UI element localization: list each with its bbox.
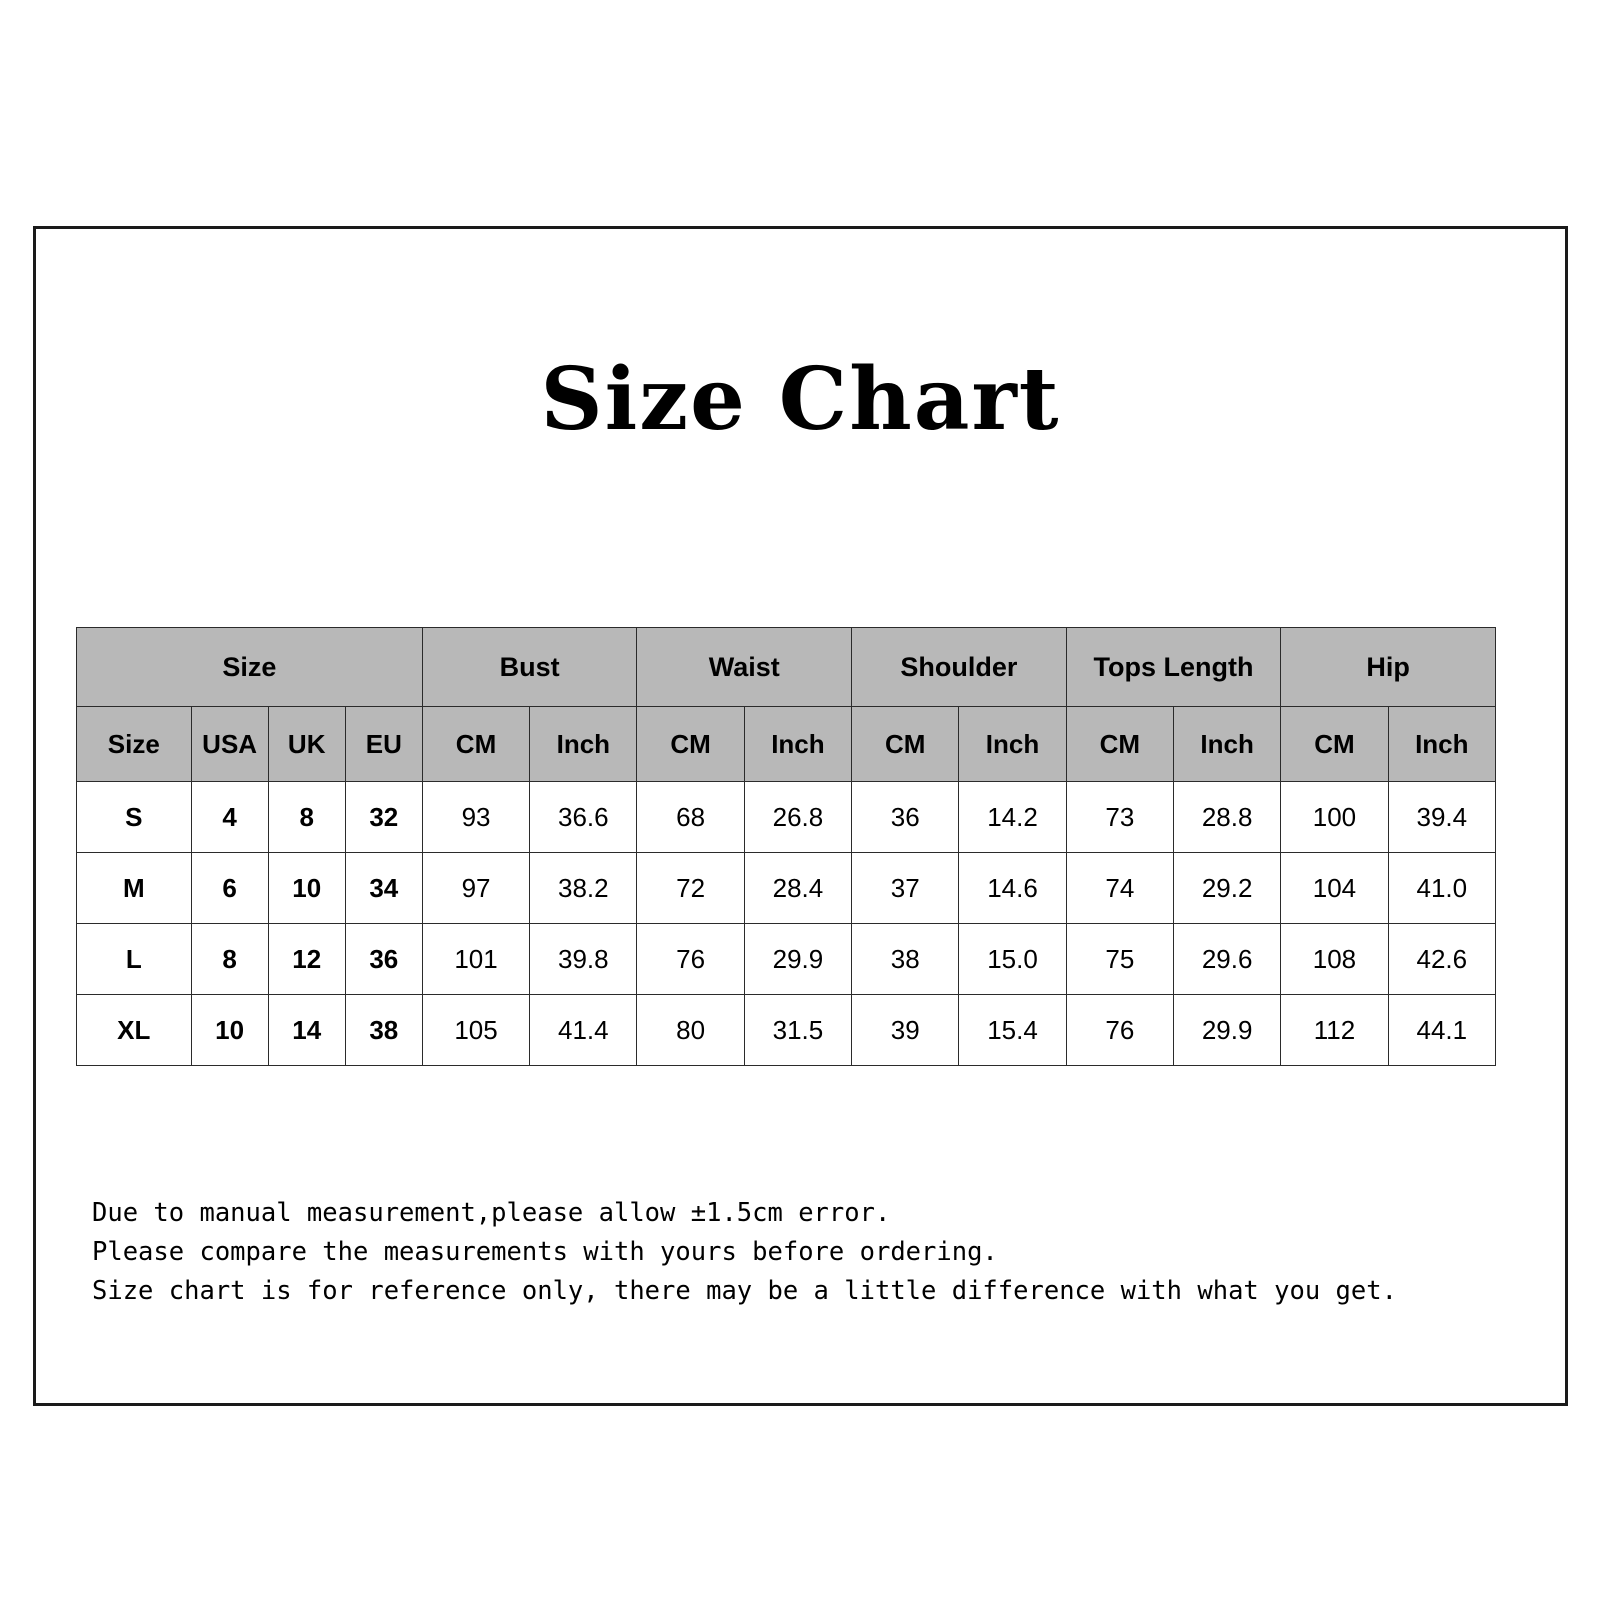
cell-uk: 12 (268, 924, 345, 995)
cell-tops-length-inch: 28.8 (1173, 782, 1280, 853)
cell-shoulder-cm: 39 (852, 995, 959, 1066)
cell-tops-length-cm: 74 (1066, 853, 1173, 924)
cell-bust-inch: 38.2 (530, 853, 637, 924)
cell-tops-length-cm: 73 (1066, 782, 1173, 853)
cell-bust-cm: 105 (422, 995, 529, 1066)
note-line-3: Size chart is for reference only, there may be a little difference with what you get. (92, 1276, 1397, 1306)
note-line-1: Due to manual measurement,please allow ±1.5cm error. (92, 1198, 891, 1228)
cell-uk: 14 (268, 995, 345, 1066)
cell-usa: 8 (191, 924, 268, 995)
sub-header-usa: USA (191, 707, 268, 782)
table-row (77, 853, 1496, 924)
cell-uk: 10 (268, 853, 345, 924)
cell-tops-length-cm: 76 (1066, 995, 1173, 1066)
cell-eu: 34 (345, 853, 422, 924)
cell-bust-cm: 97 (422, 853, 529, 924)
cell-waist-inch: 31.5 (744, 995, 851, 1066)
cell-size: XL (77, 995, 192, 1066)
group-header-waist: Waist (637, 628, 852, 707)
cell-hip-inch: 39.4 (1388, 782, 1495, 853)
group-header-hip: Hip (1281, 628, 1496, 707)
cell-shoulder-inch: 14.6 (959, 853, 1066, 924)
cell-bust-inch: 36.6 (530, 782, 637, 853)
cell-usa: 10 (191, 995, 268, 1066)
cell-hip-cm: 108 (1281, 924, 1388, 995)
cell-waist-cm: 76 (637, 924, 744, 995)
table-body (77, 782, 1496, 1066)
sub-header-hip-inch: Inch (1388, 707, 1495, 782)
cell-tops-length-inch: 29.2 (1173, 853, 1280, 924)
cell-eu: 36 (345, 924, 422, 995)
table-sub-header-row (77, 707, 1496, 782)
sub-header-bust-cm: CM (422, 707, 529, 782)
cell-waist-inch: 26.8 (744, 782, 851, 853)
cell-size: S (77, 782, 192, 853)
cell-bust-inch: 39.8 (530, 924, 637, 995)
cell-usa: 4 (191, 782, 268, 853)
disclaimer-notes (92, 1194, 1522, 1311)
cell-size: M (77, 853, 192, 924)
sub-header-uk: UK (268, 707, 345, 782)
cell-waist-cm: 68 (637, 782, 744, 853)
note-line-2: Please compare the measurements with yours before ordering. (92, 1237, 998, 1267)
table-row (77, 924, 1496, 995)
cell-tops-length-inch: 29.9 (1173, 995, 1280, 1066)
cell-tops-length-inch: 29.6 (1173, 924, 1280, 995)
cell-bust-cm: 101 (422, 924, 529, 995)
cell-waist-cm: 80 (637, 995, 744, 1066)
table-row (77, 782, 1496, 853)
chart-border-frame (33, 226, 1568, 1406)
sub-header-bust-inch: Inch (530, 707, 637, 782)
table-row (77, 995, 1496, 1066)
page-title: Size Chart (540, 349, 1061, 450)
sub-header-tops-length-inch: Inch (1173, 707, 1280, 782)
cell-hip-cm: 104 (1281, 853, 1388, 924)
size-chart-table (76, 627, 1496, 1066)
cell-hip-inch: 42.6 (1388, 924, 1495, 995)
table-header (77, 628, 1496, 782)
cell-shoulder-cm: 36 (852, 782, 959, 853)
sub-header-tops-length-cm: CM (1066, 707, 1173, 782)
cell-waist-cm: 72 (637, 853, 744, 924)
group-header-bust: Bust (422, 628, 637, 707)
group-header-shoulder: Shoulder (852, 628, 1067, 707)
cell-eu: 38 (345, 995, 422, 1066)
cell-usa: 6 (191, 853, 268, 924)
sub-header-shoulder-inch: Inch (959, 707, 1066, 782)
cell-shoulder-cm: 38 (852, 924, 959, 995)
cell-shoulder-cm: 37 (852, 853, 959, 924)
cell-shoulder-inch: 14.2 (959, 782, 1066, 853)
cell-bust-cm: 93 (422, 782, 529, 853)
sub-header-waist-inch: Inch (744, 707, 851, 782)
sub-header-shoulder-cm: CM (852, 707, 959, 782)
cell-hip-inch: 41.0 (1388, 853, 1495, 924)
sub-header-size: Size (77, 707, 192, 782)
cell-waist-inch: 29.9 (744, 924, 851, 995)
cell-tops-length-cm: 75 (1066, 924, 1173, 995)
cell-bust-inch: 41.4 (530, 995, 637, 1066)
sub-header-hip-cm: CM (1281, 707, 1388, 782)
group-header-size: Size (77, 628, 423, 707)
sub-header-waist-cm: CM (637, 707, 744, 782)
group-header-tops-length: Tops Length (1066, 628, 1281, 707)
table-group-header-row (77, 628, 1496, 707)
cell-hip-cm: 100 (1281, 782, 1388, 853)
cell-waist-inch: 28.4 (744, 853, 851, 924)
cell-shoulder-inch: 15.0 (959, 924, 1066, 995)
cell-shoulder-inch: 15.4 (959, 995, 1066, 1066)
sub-header-eu: EU (345, 707, 422, 782)
cell-size: L (77, 924, 192, 995)
cell-uk: 8 (268, 782, 345, 853)
cell-hip-cm: 112 (1281, 995, 1388, 1066)
cell-eu: 32 (345, 782, 422, 853)
cell-hip-inch: 44.1 (1388, 995, 1495, 1066)
